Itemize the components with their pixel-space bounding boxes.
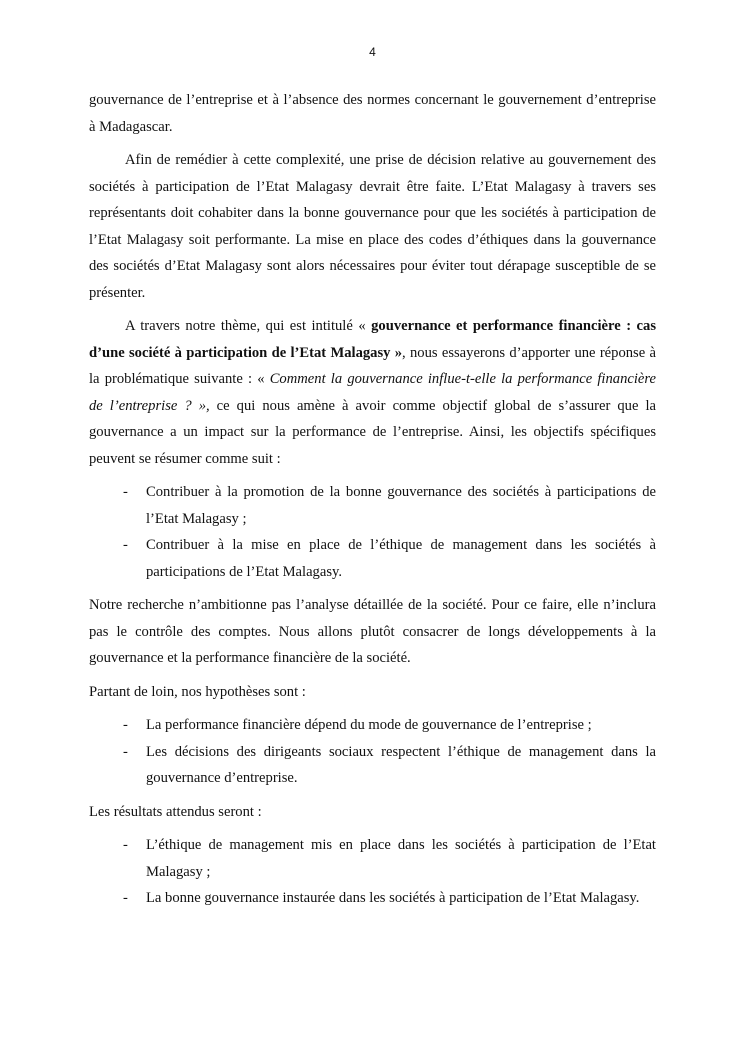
theme-title: gouvernance et performance financière : cas d’une société à participation de l’Etat Malagasy »: [89, 318, 656, 361]
paragraph-hypotheses-intro: Partant de loin, nos hypothèses sont :: [89, 683, 306, 700]
list-item: [89, 832, 656, 885]
dash-bullet: -: [123, 537, 128, 553]
paragraph-theme: [89, 313, 656, 472]
list-item: [89, 479, 656, 532]
objective-text: Contribuer à la mise en place de l’éthique de management dans les sociétés à participations de l’Etat Malagasy.: [146, 537, 656, 580]
hypothesis-text: Les décisions des dirigeants sociaux respectent l’éthique de management dans la gouvernance d’entreprise.: [146, 743, 656, 786]
result-text: La bonne gouvernance instaurée dans les sociétés à participation de l’Etat Malagasy.: [146, 890, 640, 906]
paragraph-results-intro: Les résultats attendus seront :: [89, 803, 262, 820]
result-text: L’éthique de management mis en place dans les sociétés à participation de l’Etat Malagasy ;: [146, 837, 656, 880]
dash-bullet: -: [123, 890, 128, 906]
dash-bullet: -: [123, 484, 128, 500]
list-item: [89, 739, 656, 792]
paragraph-scope: Notre recherche n’ambitionne pas l’analyse détaillée de la société. Pour ce faire, elle n’inclura pas le contrôle des comptes. Nous allons plutôt consacrer de longs développements à la gouvernance et la performance financière de la société.: [89, 597, 656, 666]
objectives-list: [89, 479, 656, 585]
dash-bullet: -: [123, 717, 128, 733]
theme-text-start: A travers notre thème, qui est intitulé «: [125, 318, 372, 334]
research-question: Comment la gouvernance influe-t-elle la performance financière de l’entreprise ? »,: [89, 371, 657, 414]
hypotheses-list: [89, 712, 656, 792]
results-list: [89, 832, 656, 912]
objective-text: Contribuer à la promotion de la bonne gouvernance des sociétés à participations de l’Etat Malagasy ;: [146, 484, 656, 527]
document-body: [89, 87, 656, 919]
paragraph-decision: Afin de remédier à cette complexité, une prise de décision relative au gouvernement des sociétés à participation de l’Etat Malagasy devrait être faite. L’Etat Malagasy à travers ses représentants doit cohabiter dans la bonne gouvernance pour que les sociétés à participation de l’Etat Malagasy soit performante. La mise en place des codes d’éthiques dans la gouvernance des sociétés d’Etat Malagasy sont alors nécessaires pour éviter tout dérapage susceptible de se présenter.: [89, 152, 656, 301]
theme-text-middle: , nous essayerons d’apporter une réponse à la problématique suivante : «: [89, 344, 656, 387]
theme-text-end: ce qui nous amène à avoir comme objectif global de s’assurer que la gouvernance a un impact sur la performance de l’entreprise. Ainsi, les objectifs spécifiques peuvent se résumer comme suit :: [89, 397, 656, 467]
list-item: [89, 712, 656, 739]
dash-bullet: -: [123, 743, 128, 760]
paragraph-intro-continuation: gouvernance de l’entreprise et à l’absence des normes concernant le gouvernement d’entreprise à Madagascar.: [89, 92, 656, 135]
list-item: [89, 532, 656, 585]
page-number: 4: [369, 45, 376, 59]
dash-bullet: -: [123, 837, 128, 853]
hypothesis-text: La performance financière dépend du mode de gouvernance de l’entreprise ;: [146, 717, 592, 733]
list-item: [89, 885, 656, 912]
